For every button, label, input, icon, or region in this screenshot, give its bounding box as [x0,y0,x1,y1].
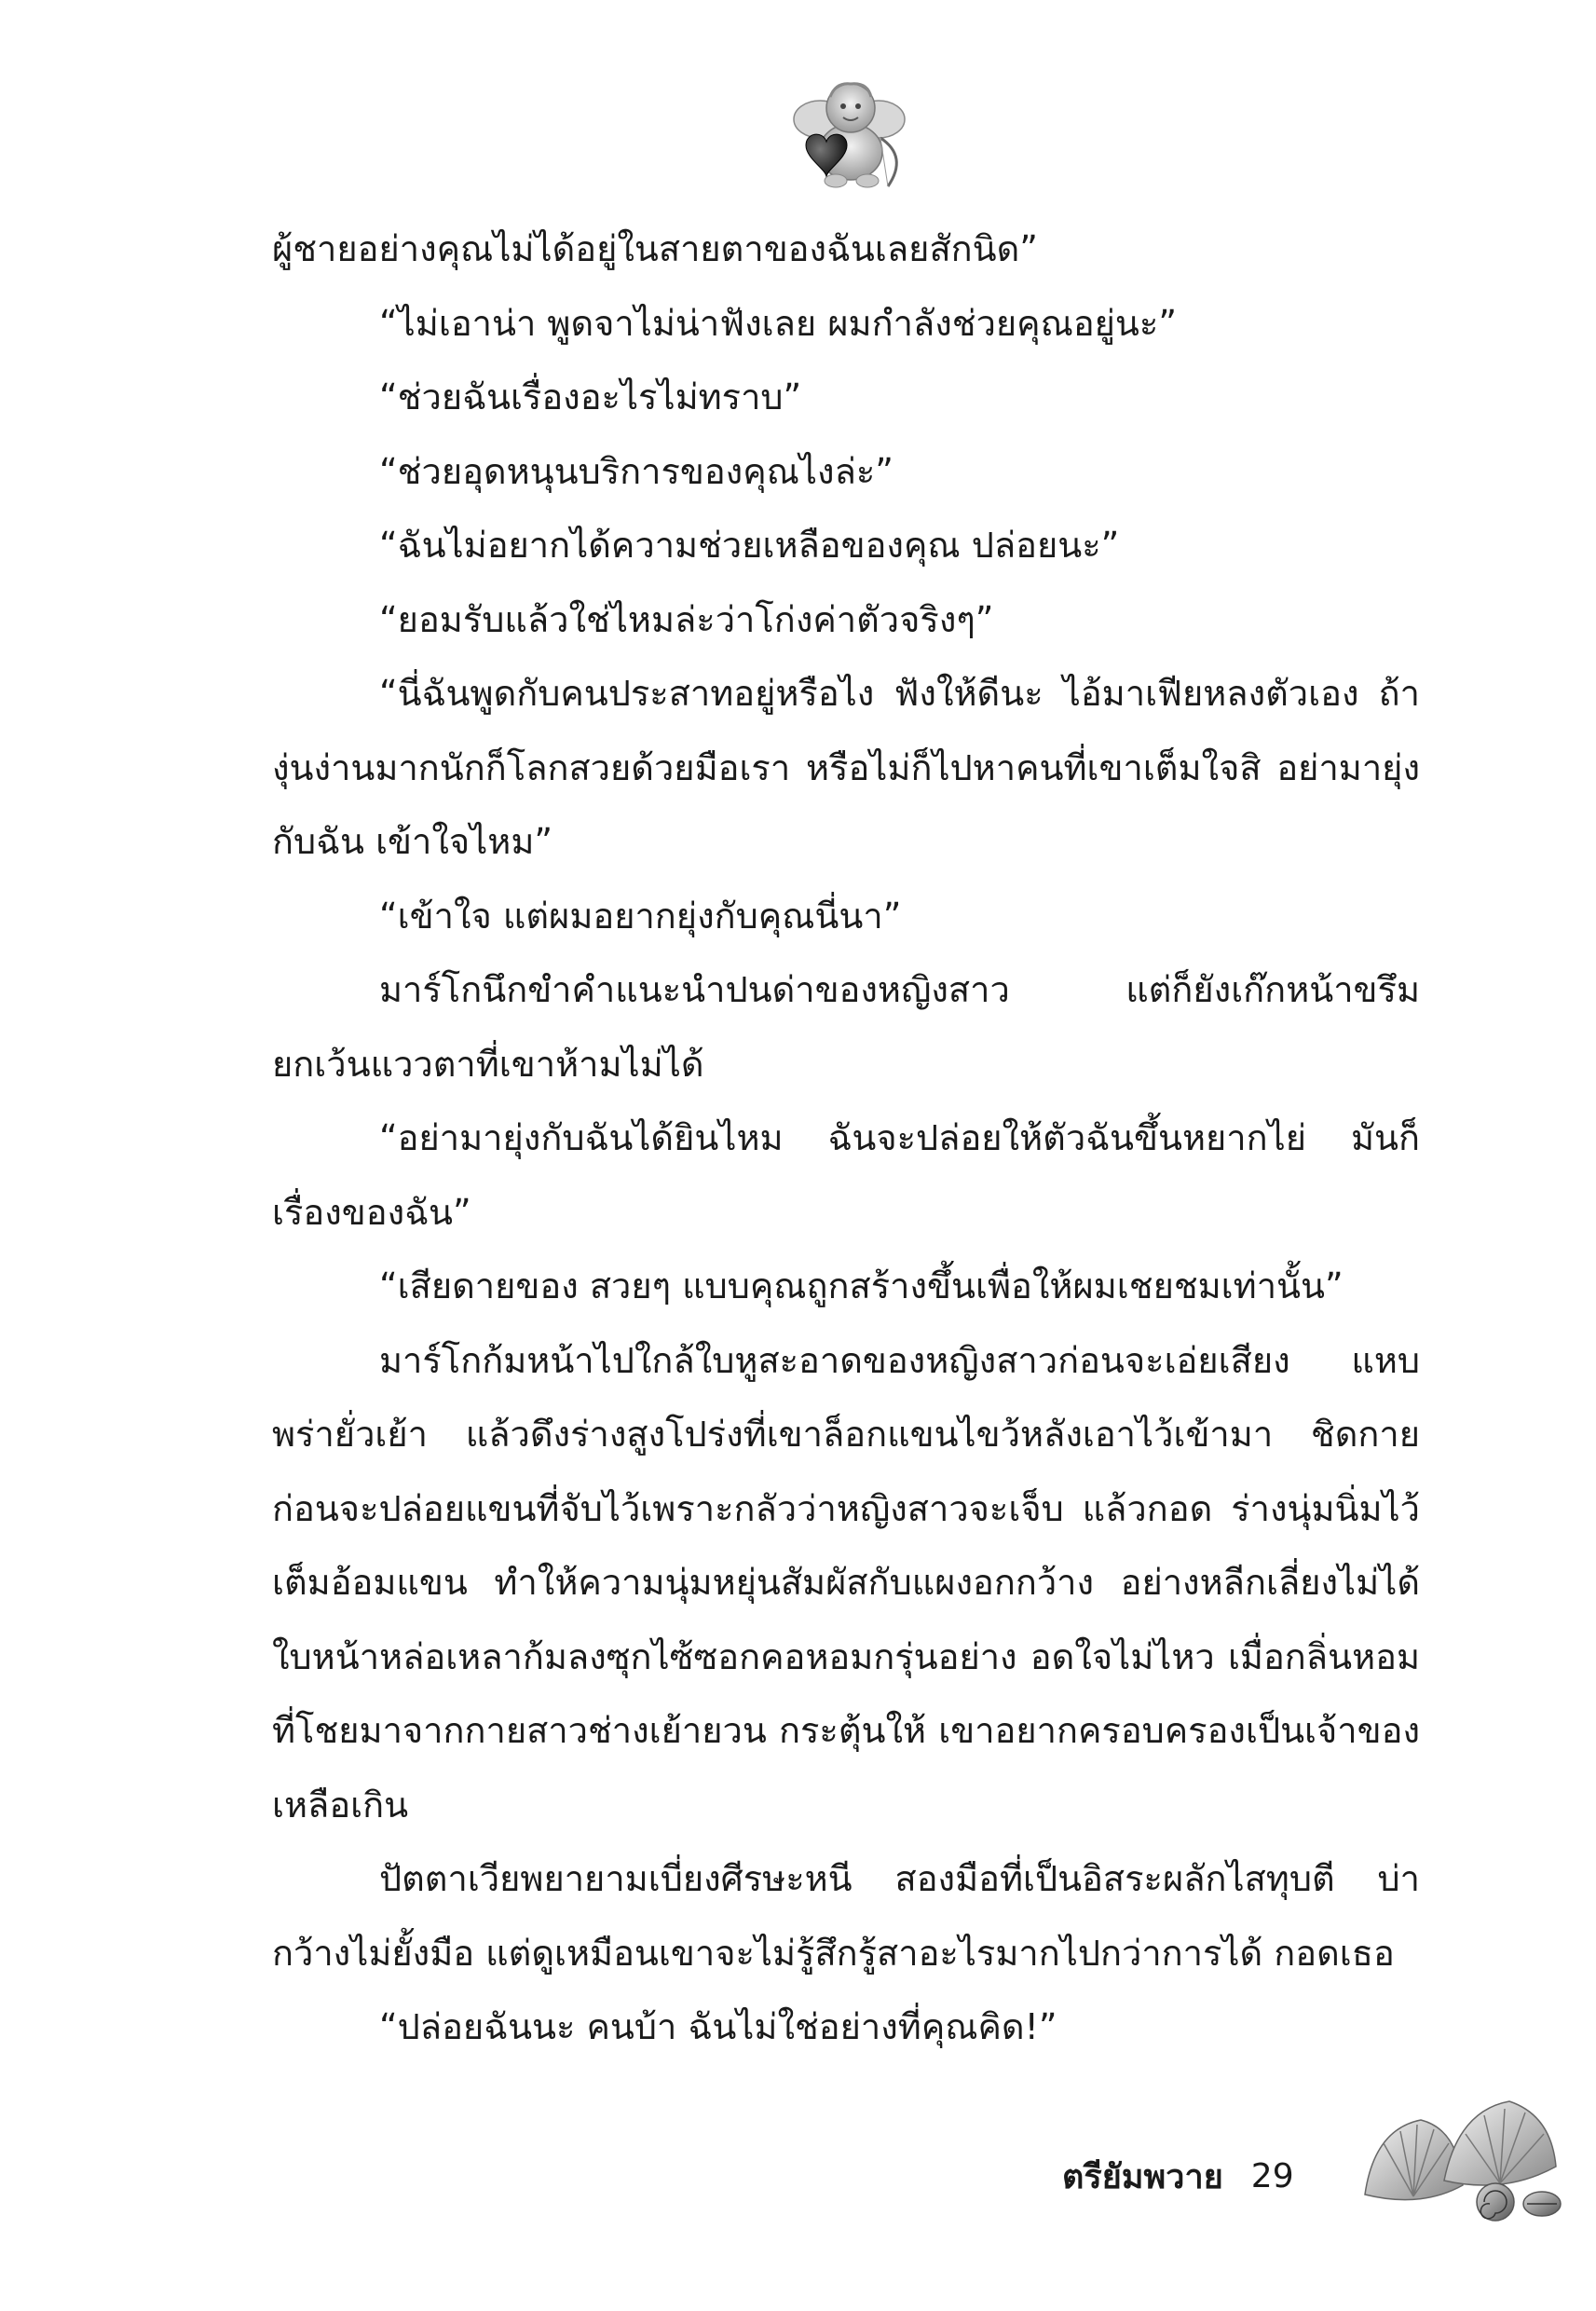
book-title: ตรียัมพวาย [1062,2157,1223,2196]
paragraph-3: “ช่วยอุดหนุนบริการของคุณไงล่ะ” [379,450,893,492]
paragraph-6: “นี่ฉันพูดกับคนประสาทอยู่หรือไง ฟังให้ดีนะ ไอ้มาเฟียหลงตัวเอง ถ้างุ่นง่านมากนักก็โลกสวยด้วยมือเรา หรือไม่ก็ไปหาคนที่เขาเต็มใจสิ อย่ามายุ่งกับฉัน เข้าใจไหม” [272,673,1420,862]
paragraph-9: “อย่ามายุ่งกับฉันได้ยินไหม ฉันจะปล่อยให้ตัวฉันขึ้นหยากไย่ มันก็เรื่องของฉัน” [272,1117,1420,1233]
story-text [272,212,1420,2065]
seashells-icon [1356,2092,1570,2232]
paragraph-7: “เข้าใจ แต่ผมอยากยุ่งกับคุณนี่นา” [379,895,902,937]
paragraph-11: มาร์โกก้มหน้าไปใกล้ใบหูสะอาดของหญิงสาวก่อนจะเอ่ยเสียง แหบพร่ายั่วเย้า แล้วดึงร่างสูงโปร่งที่เขาล็อกแขนไขว้หลังเอาไว้เข้ามา ชิดกาย ก่อนจะปล่อยแขนที่จับไว้เพราะกลัวว่าหญิงสาวจะเจ็บ แล้วกอด ร่างนุ่มนิ่มไว้เต็มอ้อมแขน ทำให้ความนุ่มหยุ่นสัมผัสกับแผงอกกว้าง อย่างหลีกเลี่ยงไม่ได้ ใบหน้าหล่อเหลาก้มลงซุกไซ้ซอกคอหอมกรุ่นอย่าง อดใจไม่ไหว เมื่อกลิ่นหอมที่โชยมาจากกายสาวช่างเย้ายวน กระตุ้นให้ เขาอยากครอบครองเป็นเจ้าของเหลือเกิน [272,1339,1420,1826]
cupid-with-heart-icon [778,73,918,194]
paragraph-12: ปัตตาเวียพยายามเบี่ยงศีรษะหนี สองมือที่เป็นอิสระผลักไสทุบตี บ่ากว้างไม่ยั้งมือ แต่ดูเหมือนเขาจะไม่รู้สึกรู้สาอะไรมากไปกว่าการได้ กอดเธอ [272,1858,1420,1974]
paragraph-5: “ยอมรับแล้วใช่ไหมล่ะว่าโก่งค่าตัวจริงๆ” [379,598,994,640]
paragraph-10: “เสียดายของ สวยๆ แบบคุณถูกสร้างขึ้นเพื่อให้ผมเชยชมเท่านั้น” [379,1265,1344,1306]
paragraph-13: “ปล่อยฉันนะ คนบ้า ฉันไม่ใช่อย่างที่คุณคิด!” [379,2006,1057,2047]
paragraph-0: ผู้ชายอย่างคุณไม่ได้อยู่ในสายตาของฉันเลยสักนิด” [272,228,1038,269]
paragraph-1: “ไม่เอาน่า พูดจาไม่น่าฟังเลย ผมกำลังช่วยคุณอยู่นะ” [379,302,1178,344]
paragraph-4: “ฉันไม่อยากได้ความช่วยเหลือของคุณ ปล่อยนะ” [379,525,1120,566]
page-number: 29 [1250,2156,1294,2195]
paragraph-2: “ช่วยฉันเรื่องอะไรไม่ทราบ” [379,376,802,417]
page-footer [1062,2148,1294,2204]
paragraph-8: มาร์โกนึกขำคำแนะนำปนด่าของหญิงสาว แต่ก็ยังเก๊กหน้าขรึม ยกเว้นแววตาที่เขาห้ามไม่ได้ [272,969,1420,1085]
